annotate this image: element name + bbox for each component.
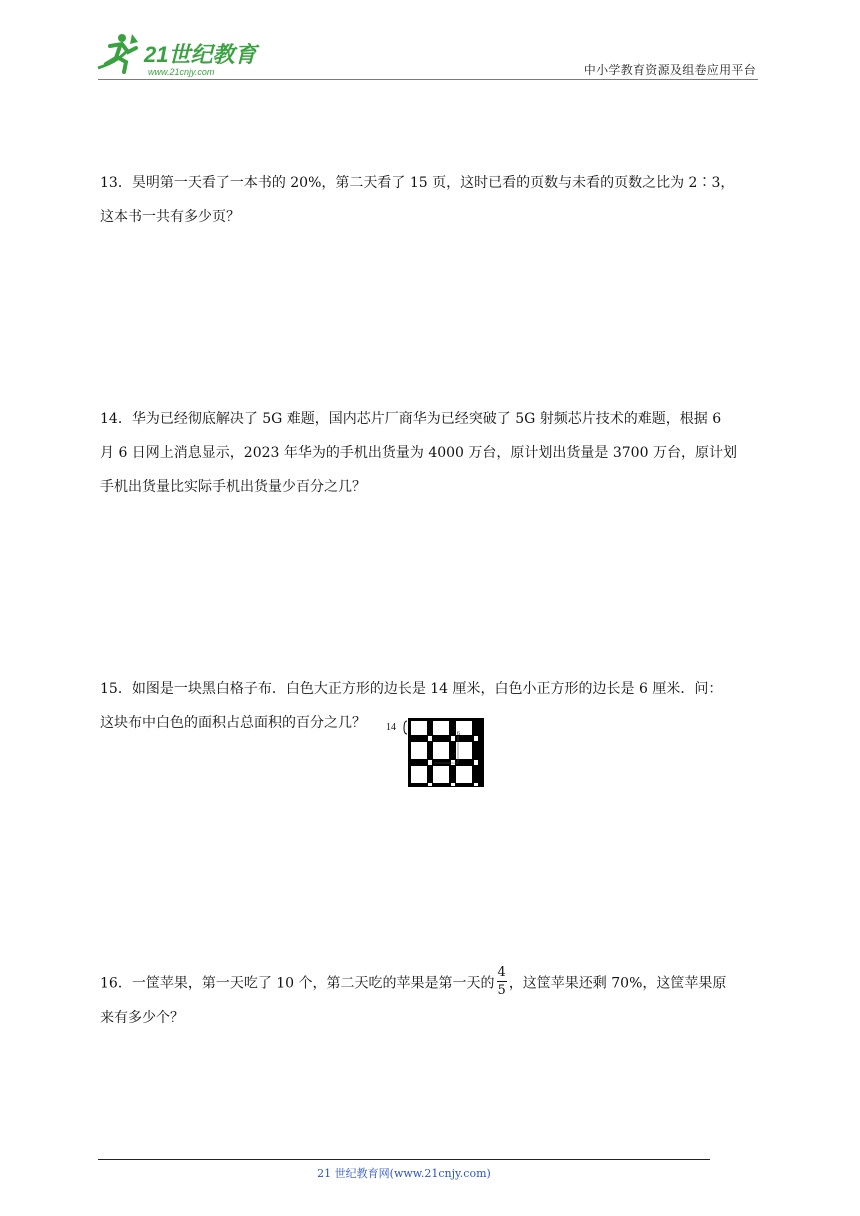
figure-small-label: 6 [457,731,460,737]
header-platform-text: 中小学教育资源及组卷应用平台 [583,63,756,77]
footer-divider [98,1159,710,1160]
logo-text: 21世纪教育 [144,42,257,67]
runner-icon [98,34,138,72]
question-16 [100,966,762,1035]
question-16-text-after: ，这筐苹果还剩 70%，这筐苹果原 [508,975,727,992]
question-16-line-2: 来有多少个？ [100,1010,184,1026]
question-16-line-1 [100,966,762,1001]
figure-bracket [404,721,407,734]
figure-side-label: 14 [386,722,396,733]
checkered-cloth-figure [386,716,486,788]
site-logo [92,30,262,80]
question-13 [100,166,762,234]
question-14-line-1: 14．华为已经彻底解决了 5G 难题，国内芯片厂商华为已经突破了 5G 射频芯片技术的难题，根据 6 [100,411,722,427]
question-16-text-before: 16．一筐苹果，第一天吃了 10 个，第二天吃的苹果是第一天的 [100,975,495,992]
question-14-line-3: 手机出货量比实际手机出货量少百分之几？ [100,479,366,495]
question-14-line-2: 月 6 日网上消息显示，2023 年华为的手机出货量为 4000 万台，原计划出货量是 3700 万台，原计划 [100,445,737,461]
footer-site-link[interactable]: 21 世纪教育网(www.21cnjy.com) [317,1167,491,1180]
header-divider [98,79,758,80]
question-15-line-2: 这块布中白色的面积占总面积的百分之几？ [100,715,366,731]
question-13-line-1: 13．昊明第一天看了一本书的 20%，第二天看了 15 页，这时已看的页数与未看的页数之比为 2∶3， [100,175,735,191]
fraction-numerator: 4 [497,965,506,980]
question-14 [100,402,762,504]
fraction [497,964,507,999]
logo-url: www.21cnjy.com [148,67,215,77]
fraction-denominator: 5 [497,983,506,998]
question-13-line-2: 这本书一共有多少页？ [100,209,240,225]
question-15-line-1: 15．如图是一块黑白格子布．白色大正方形的边长是 14 厘米，白色小正方形的边长是 6 厘米．问： [100,681,723,697]
white-large-squares [411,721,472,783]
